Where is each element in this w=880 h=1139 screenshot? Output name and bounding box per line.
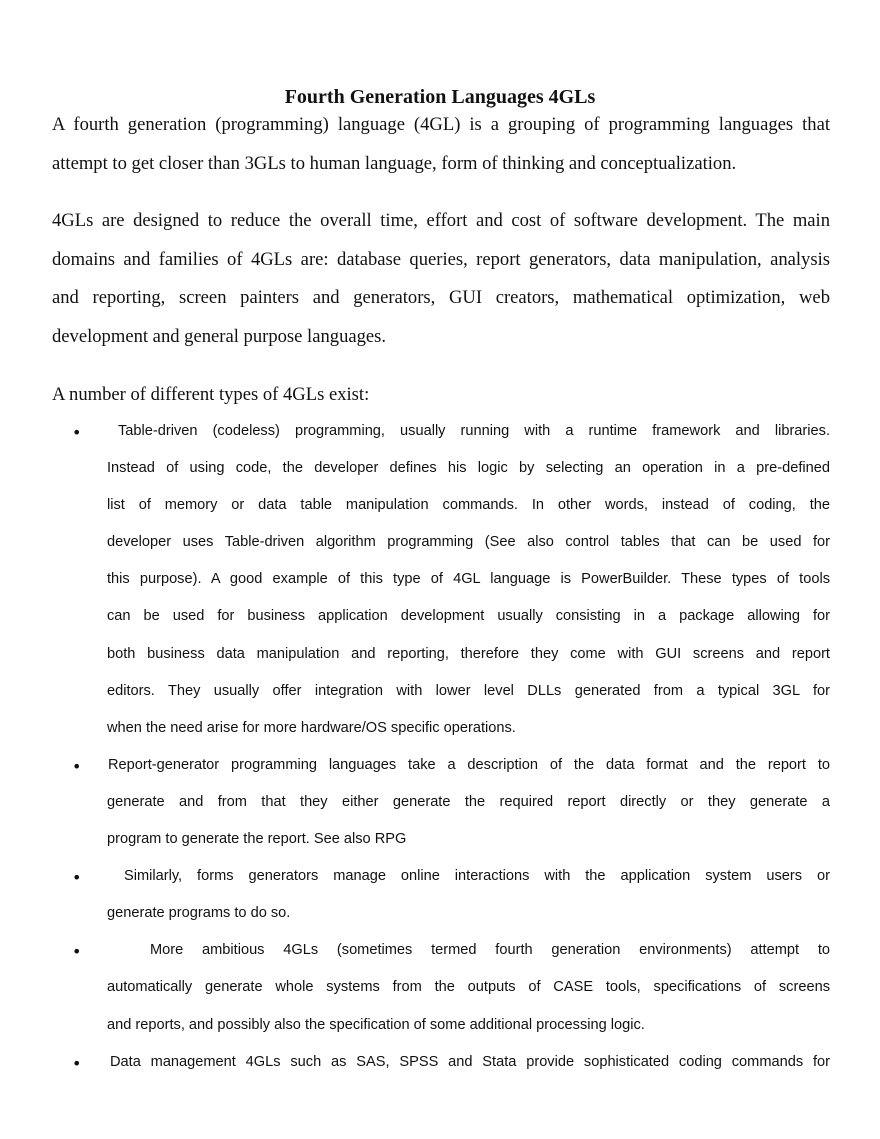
bullet-line: More ambitious 4GLs (sometimes termed fourth generation environments) attempt to xyxy=(150,942,830,959)
bullet-icon: • xyxy=(72,868,82,888)
bullet-line: Instead of using code, the developer defines his logic by selecting an operation in a pre-defined xyxy=(107,460,830,477)
paragraph-line: 4GLs are designed to reduce the overall time, effort and cost of software development. The main xyxy=(52,210,830,231)
bullet-line: Data management 4GLs such as SAS, SPSS and Stata provide sophisticated coding commands for xyxy=(110,1053,830,1070)
bullet-item xyxy=(52,1054,830,1091)
paragraph xyxy=(52,210,830,364)
bullet-line: when the need arise for more hardware/OS specific operations. xyxy=(107,719,516,736)
bullet-line: editors. They usually offer integration with lower level DLLs generated from a typical 3GL for xyxy=(107,682,830,699)
paragraph-line: A fourth generation (programming) language (4GL) is a grouping of programming languages that xyxy=(52,114,830,135)
bullet-line: Table-driven (codeless) programming, usually running with a runtime framework and libraries. xyxy=(118,423,830,439)
bullet-list xyxy=(52,423,830,1091)
bullet-line: developer uses Table-driven algorithm programming (See also control tables that can be used for xyxy=(107,534,830,551)
bullet-line: this purpose). A good example of this type of 4GL language is PowerBuilder. These types of tools xyxy=(107,571,830,588)
bullet-line: Similarly, forms generators manage online interactions with the application system users or xyxy=(124,868,830,885)
bullet-line: and reports, and possibly also the specification of some additional processing logic. xyxy=(107,1016,645,1033)
paragraph-line: development and general purpose languages. xyxy=(52,325,387,347)
paragraph-line: attempt to get closer than 3GLs to human language, form of thinking and conceptualization. xyxy=(52,152,737,174)
bullet-line: can be used for business application development usually consisting in a package allowing for xyxy=(107,608,830,625)
bullet-line: Report-generator programming languages take a description of the data format and the report to xyxy=(108,756,830,773)
paragraph-line: and reporting, screen painters and generators, GUI creators, mathematical optimization, web xyxy=(52,287,830,308)
bullet-line: generate programs to do so. xyxy=(107,905,291,922)
bullet-icon: • xyxy=(72,756,82,776)
bullet-item xyxy=(52,942,830,1053)
bullet-line: list of memory or data table manipulation commands. In other words, instead of coding, the xyxy=(107,497,830,514)
paragraph xyxy=(52,384,830,423)
bullet-item xyxy=(52,757,830,868)
bullet-line: generate and from that they either generate the required report directly or they generate a xyxy=(107,793,830,810)
bullet-item xyxy=(52,423,830,757)
bullet-icon: • xyxy=(72,1053,82,1073)
bullet-icon: • xyxy=(72,942,82,962)
paragraph-line: domains and families of 4GLs are: database queries, report generators, data manipulation, analysis xyxy=(52,248,830,270)
paragraph-line: A number of different types of 4GLs exist: xyxy=(52,384,370,405)
bullet-line: both business data manipulation and reporting, therefore they come with GUI screens and report xyxy=(107,645,830,662)
bullet-line: program to generate the report. See also RPG xyxy=(107,831,407,848)
document-title: Fourth Generation Languages 4GLs xyxy=(284,86,596,108)
bullet-icon: • xyxy=(72,423,82,442)
bullet-line: automatically generate whole systems from the outputs of CASE tools, specifications of screens xyxy=(107,979,830,996)
bullet-item xyxy=(52,868,830,942)
paragraph xyxy=(52,114,830,191)
